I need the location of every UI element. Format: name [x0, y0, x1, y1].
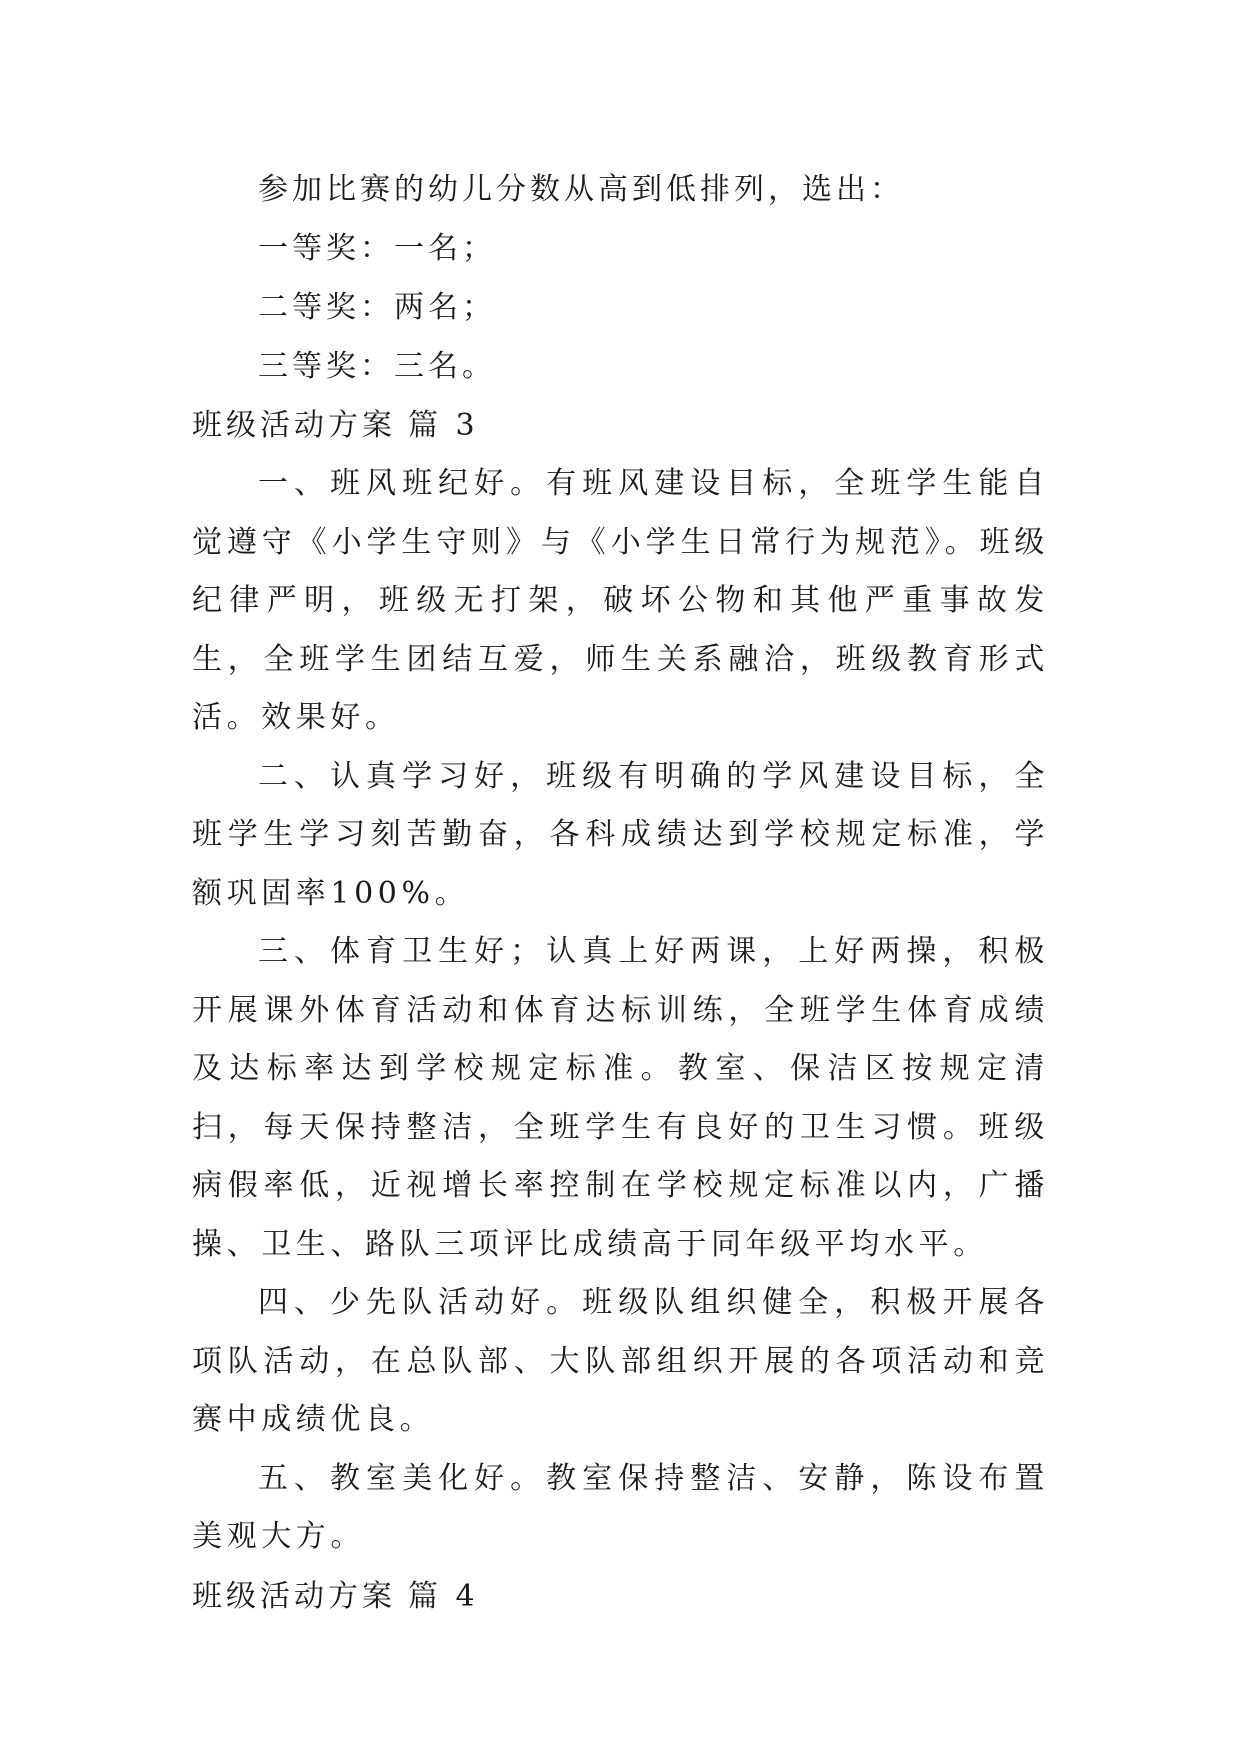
document-body: [192, 160, 1049, 1626]
section-title: 班级活动方案: [192, 408, 396, 443]
section-heading-4: [192, 1567, 1049, 1626]
section-number: 篇 3: [408, 408, 479, 443]
ranking-line: 参加比赛的幼儿分数从高到低排列，选出：: [258, 172, 904, 207]
section-number: 篇 4: [408, 1578, 479, 1614]
section-heading-3: [192, 396, 1049, 455]
paragraph-class-discipline: 一、班风班纪好。有班风建设目标，全班学生能自觉遵守《小学生守则》与《小学生日常行为规范》。班级纪律严明，班级无打架，破坏公物和其他严重事故发生，全班学生团结互爱，师生关系融洽，班级教育形式活。效果好。: [192, 466, 1049, 735]
prize-third: 三等奖：三名。: [258, 349, 496, 384]
section-title: 班级活动方案: [192, 1578, 396, 1614]
paragraph-study: 二、认真学习好，班级有明确的学风建设目标，全班学生学习刻苦勤奋，各科成绩达到学校规定标准，学额巩固率100%。: [192, 758, 1049, 911]
paragraph-young-pioneers: 四、少先队活动好。班级队组织健全，积极开展各项队活动，在总队部、大队部组织开展的各项活动和竞赛中成绩优良。: [192, 1285, 1049, 1437]
prize-first: 一等奖：一名；: [258, 231, 496, 266]
paragraph-classroom: 五、教室美化好。教室保持整洁、安静，陈设布置美观大方。: [192, 1460, 1049, 1554]
prize-second: 二等奖：两名；: [258, 290, 496, 325]
paragraph-sports-hygiene: 三、体育卫生好；认真上好两课，上好两操，积极开展课外体育活动和体育达标训练，全班学生体育成绩及达标率达到学校规定标准。教室、保洁区按规定清扫，每天保持整洁，全班学生有良好的卫生习惯。班级病假率低，近视增长率控制在学校规定标准以内，广播操、卫生、路队三项评比成绩高于同年级平均水平。: [192, 934, 1049, 1262]
